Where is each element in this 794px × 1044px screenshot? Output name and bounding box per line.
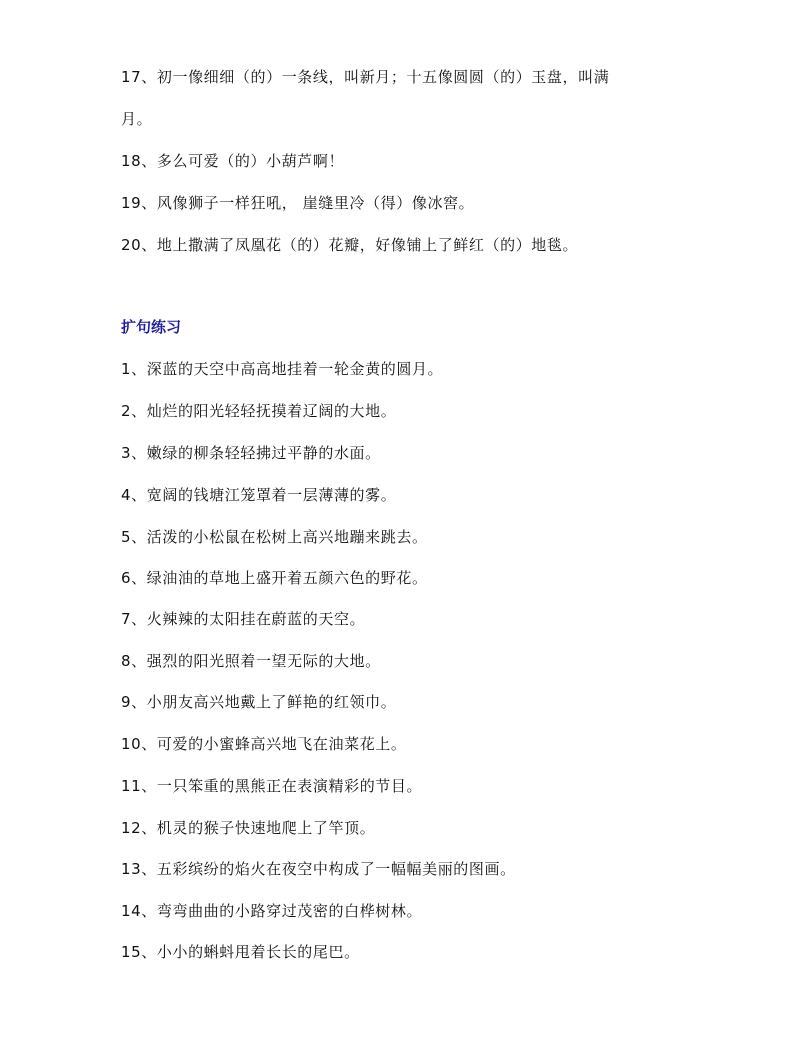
expand-item-1: 1、深蓝的天空中高高地挂着一轮金黄的圆月。 [121,360,444,378]
expand-item-9: 9、小朋友高兴地戴上了鲜艳的红领巾。 [121,693,397,711]
section-heading: 扩句练习 [121,318,182,336]
expand-item-15: 15、小小的蝌蚪甩着长长的尾巴。 [121,943,360,961]
expand-item-4: 4、宽阔的钱塘江笼罩着一层薄薄的雾。 [121,486,397,504]
expand-item-2: 2、灿烂的阳光轻轻抚摸着辽阔的大地。 [121,402,397,420]
expand-item-7: 7、火辣辣的太阳挂在蔚蓝的天空。 [121,610,366,628]
expand-item-12: 12、机灵的猴子快速地爬上了竿顶。 [121,819,376,837]
expand-item-11: 11、一只笨重的黑熊正在表演精彩的节目。 [121,777,423,795]
sentence-item-19: 19、风像狮子一样狂吼， 崖缝里冷（得）像冰窖。 [121,194,475,212]
sentence-item-17: 17、初一像细细（的）一条线，叫新月；十五像圆圆（的）玉盘，叫满 [121,68,610,86]
expand-item-8: 8、强烈的阳光照着一望无际的大地。 [121,652,381,670]
sentence-item-17-continued: 月。 [121,110,153,128]
expand-item-5: 5、活泼的小松鼠在松树上高兴地蹦来跳去。 [121,528,428,546]
sentence-item-18: 18、多么可爱（的）小葫芦啊！ [121,152,345,170]
sentence-item-20: 20、地上撒满了凤凰花（的）花瓣，好像铺上了鲜红（的）地毯。 [121,236,579,254]
expand-item-13: 13、五彩缤纷的焰火在夜空中构成了一幅幅美丽的图画。 [121,860,516,878]
expand-item-3: 3、嫩绿的柳条轻轻拂过平静的水面。 [121,444,381,462]
expand-item-14: 14、弯弯曲曲的小路穿过茂密的白桦树林。 [121,902,423,920]
expand-item-6: 6、绿油油的草地上盛开着五颜六色的野花。 [121,569,428,587]
expand-item-10: 10、可爱的小蜜蜂高兴地飞在油菜花上。 [121,735,407,753]
